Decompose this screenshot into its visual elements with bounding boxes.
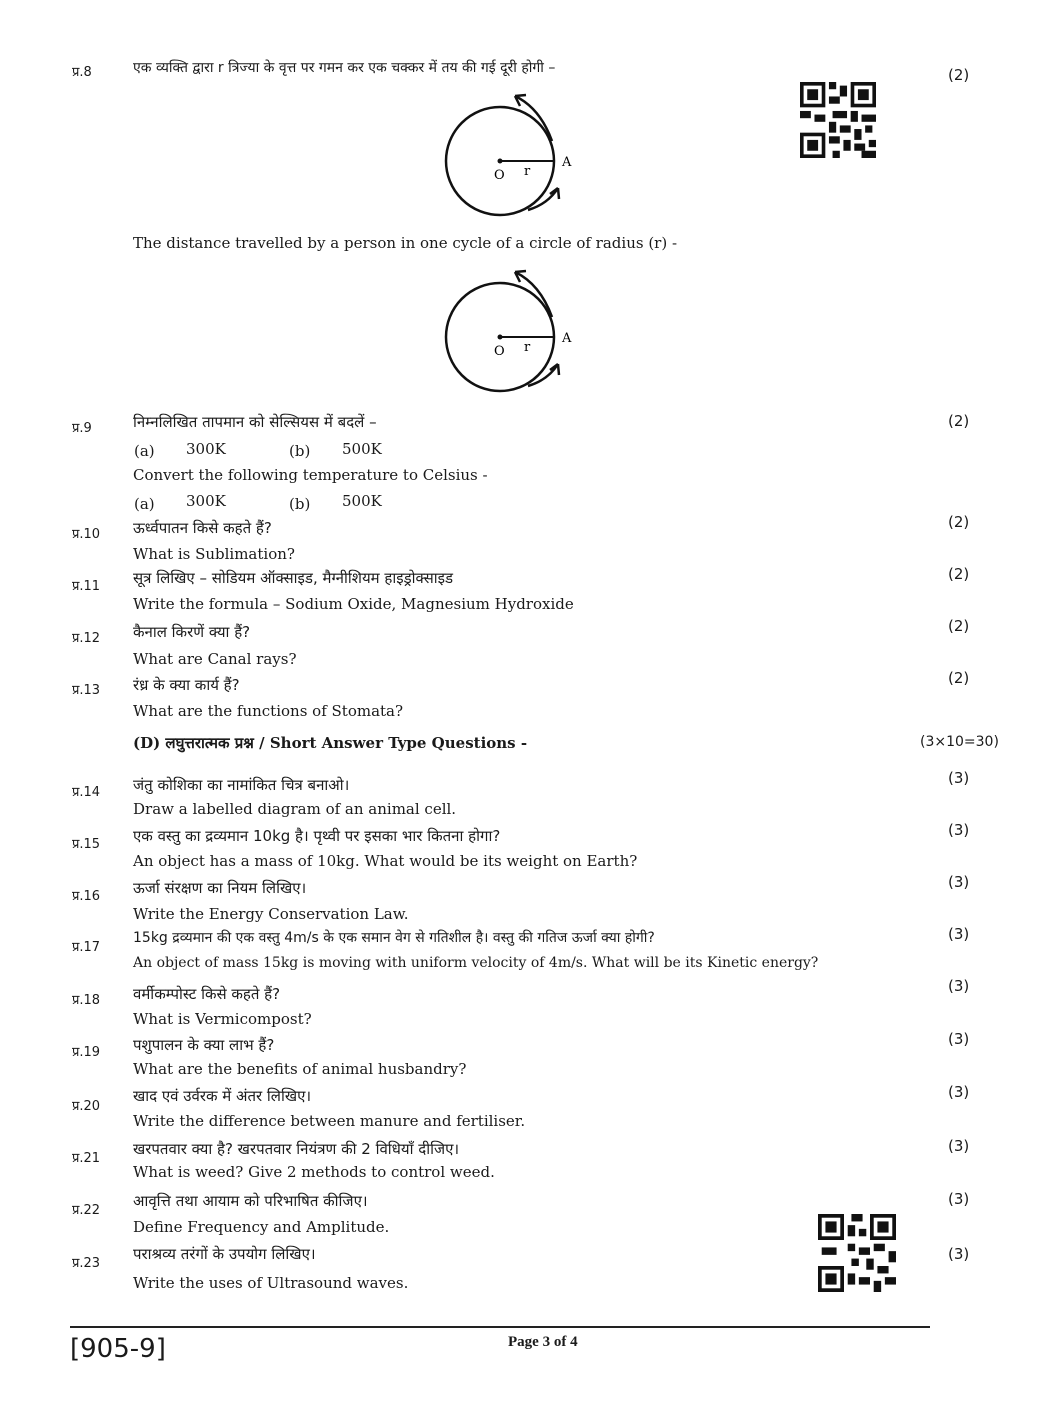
circle-diagram-top (440, 86, 600, 226)
question-number: प्र.23 (72, 1256, 101, 1271)
center-dot (498, 159, 503, 164)
question-number: प्र.11 (72, 579, 101, 594)
question-marks: (3) (948, 769, 970, 787)
question-number: प्र.18 (72, 993, 101, 1008)
option-a-value: 300K (186, 492, 226, 510)
question-text-english: What are the functions of Stomata? (133, 702, 404, 720)
question-text-hindi: एक व्यक्ति द्वारा r त्रिज्या के वृत्त पर गमन कर एक चक्कर में तय की गई दूरी होगी – (133, 60, 556, 76)
question-text-hindi: ऊर्जा संरक्षण का नियम लिखिए। (133, 879, 307, 897)
question-number: प्र.10 (72, 527, 101, 542)
option-b-label: (b) (289, 495, 311, 513)
question-number: प्र.17 (72, 940, 101, 955)
point-label: A (562, 331, 572, 346)
question-text-hindi: खाद एवं उर्वरक में अंतर लिखिए। (133, 1087, 312, 1105)
section-marks: (3×10=30) (920, 734, 999, 750)
question-text-english: What are the benefits of animal husbandry? (133, 1060, 467, 1078)
question-marks: (2) (948, 513, 970, 531)
option-b-value: 500K (342, 440, 382, 458)
option-a-label: (a) (134, 442, 155, 460)
paper-code: [905-9] (70, 1334, 166, 1364)
question-number: प्र.9 (72, 421, 92, 436)
question-number: प्र.19 (72, 1045, 101, 1060)
question-marks: (3) (948, 1245, 970, 1263)
question-text-english: Write the formula – Sodium Oxide, Magnesium Hydroxide (133, 595, 574, 613)
question-text-hindi: सूत्र लिखिए – सोडियम ऑक्साइड, मैग्नीशियम हाइड्रोक्साइड (133, 569, 454, 587)
question-marks: (3) (948, 821, 970, 839)
question-marks: (3) (948, 925, 970, 943)
question-text-hindi: निम्नलिखित तापमान को सेल्सियस में बदलें – (133, 413, 377, 431)
question-text-hindi: पशुपालन के क्या लाभ हैं? (133, 1036, 275, 1054)
option-a-label: (a) (134, 495, 155, 513)
question-text-hindi: खरपतवार क्या है? खरपतवार नियंत्रण की 2 विधियाँ दीजिए। (133, 1140, 460, 1158)
question-marks: (2) (948, 617, 970, 635)
question-text-english: What is Sublimation? (133, 545, 295, 563)
question-number: प्र.13 (72, 683, 101, 698)
center-dot (498, 335, 503, 340)
question-number: प्र.21 (72, 1151, 101, 1166)
question-text-english: Write the uses of Ultrasound waves. (133, 1274, 409, 1292)
question-text-hindi: 15kg द्रव्यमान की एक वस्तु 4m/s के एक समान वेग से गतिशील है। वस्तु की गतिज ऊर्जा क्या होगी? (133, 930, 655, 946)
question-text-hindi: एक वस्तु का द्रव्यमान 10kg है। पृथ्वी पर इसका भार कितना होगा? (133, 827, 501, 845)
question-text-hindi: वर्मीकम्पोस्ट किसे कहते हैं? (133, 985, 281, 1003)
question-text-hindi: जंतु कोशिका का नामांकित चित्र बनाओ। (133, 776, 350, 794)
qr-code-top (800, 82, 876, 158)
question-number: प्र.20 (72, 1099, 101, 1114)
question-text-english: An object has a mass of 10kg. What would be its weight on Earth? (133, 852, 638, 870)
section-heading: (D) लघुत्तरात्मक प्रश्न / Short Answer Type Questions - (133, 734, 528, 752)
question-marks: (3) (948, 1030, 970, 1048)
question-marks: (3) (948, 1083, 970, 1101)
question-marks: (3) (948, 1190, 970, 1208)
question-text-hindi: आवृत्ति तथा आयाम को परिभाषित कीजिए। (133, 1192, 368, 1210)
page-number: Page 3 of 4 (508, 1334, 578, 1350)
question-text-english: The distance travelled by a person in one cycle of a circle of radius (r) - (133, 234, 678, 252)
option-a-value: 300K (186, 440, 226, 458)
qr-code-bottom (818, 1214, 896, 1292)
point-label: A (562, 155, 572, 170)
radius-label: r (524, 340, 531, 355)
question-text-english: Convert the following temperature to Celsius - (133, 466, 488, 484)
question-text-english: Write the Energy Conservation Law. (133, 905, 409, 923)
option-b-label: (b) (289, 442, 311, 460)
radius-label: r (524, 164, 531, 179)
question-marks: (2) (948, 66, 970, 84)
question-number: प्र.12 (72, 631, 101, 646)
question-text-english: Define Frequency and Amplitude. (133, 1218, 390, 1236)
question-number: प्र.15 (72, 837, 101, 852)
question-text-hindi: ऊर्ध्वपातन किसे कहते हैं? (133, 519, 272, 537)
question-text-english: Write the difference between manure and fertiliser. (133, 1112, 526, 1130)
question-text-english: An object of mass 15kg is moving with uniform velocity of 4m/s. What will be its Kinetic energy? (133, 955, 819, 971)
question-text-english: What are Canal rays? (133, 650, 297, 668)
question-number: प्र.16 (72, 889, 101, 904)
question-number: प्र.8 (72, 65, 92, 80)
question-number: प्र.22 (72, 1203, 101, 1218)
footer-rule (70, 1326, 930, 1328)
question-marks: (2) (948, 669, 970, 687)
center-label: O (494, 168, 505, 183)
circle-diagram-bottom (440, 262, 600, 402)
center-label: O (494, 344, 505, 359)
question-marks: (3) (948, 977, 970, 995)
option-b-value: 500K (342, 492, 382, 510)
question-text-english: What is weed? Give 2 methods to control weed. (133, 1163, 495, 1181)
question-text-english: Draw a labelled diagram of an animal cell. (133, 800, 457, 818)
question-text-hindi: पराश्रव्य तरंगों के उपयोग लिखिए। (133, 1245, 316, 1263)
question-marks: (2) (948, 412, 970, 430)
question-number: प्र.14 (72, 785, 101, 800)
question-text-hindi: रंध्र के क्या कार्य हैं? (133, 676, 240, 694)
question-text-hindi: कैनाल किरणें क्या हैं? (133, 623, 251, 641)
question-marks: (3) (948, 1137, 970, 1155)
question-text-english: What is Vermicompost? (133, 1010, 312, 1028)
question-marks: (3) (948, 873, 970, 891)
question-marks: (2) (948, 565, 970, 583)
